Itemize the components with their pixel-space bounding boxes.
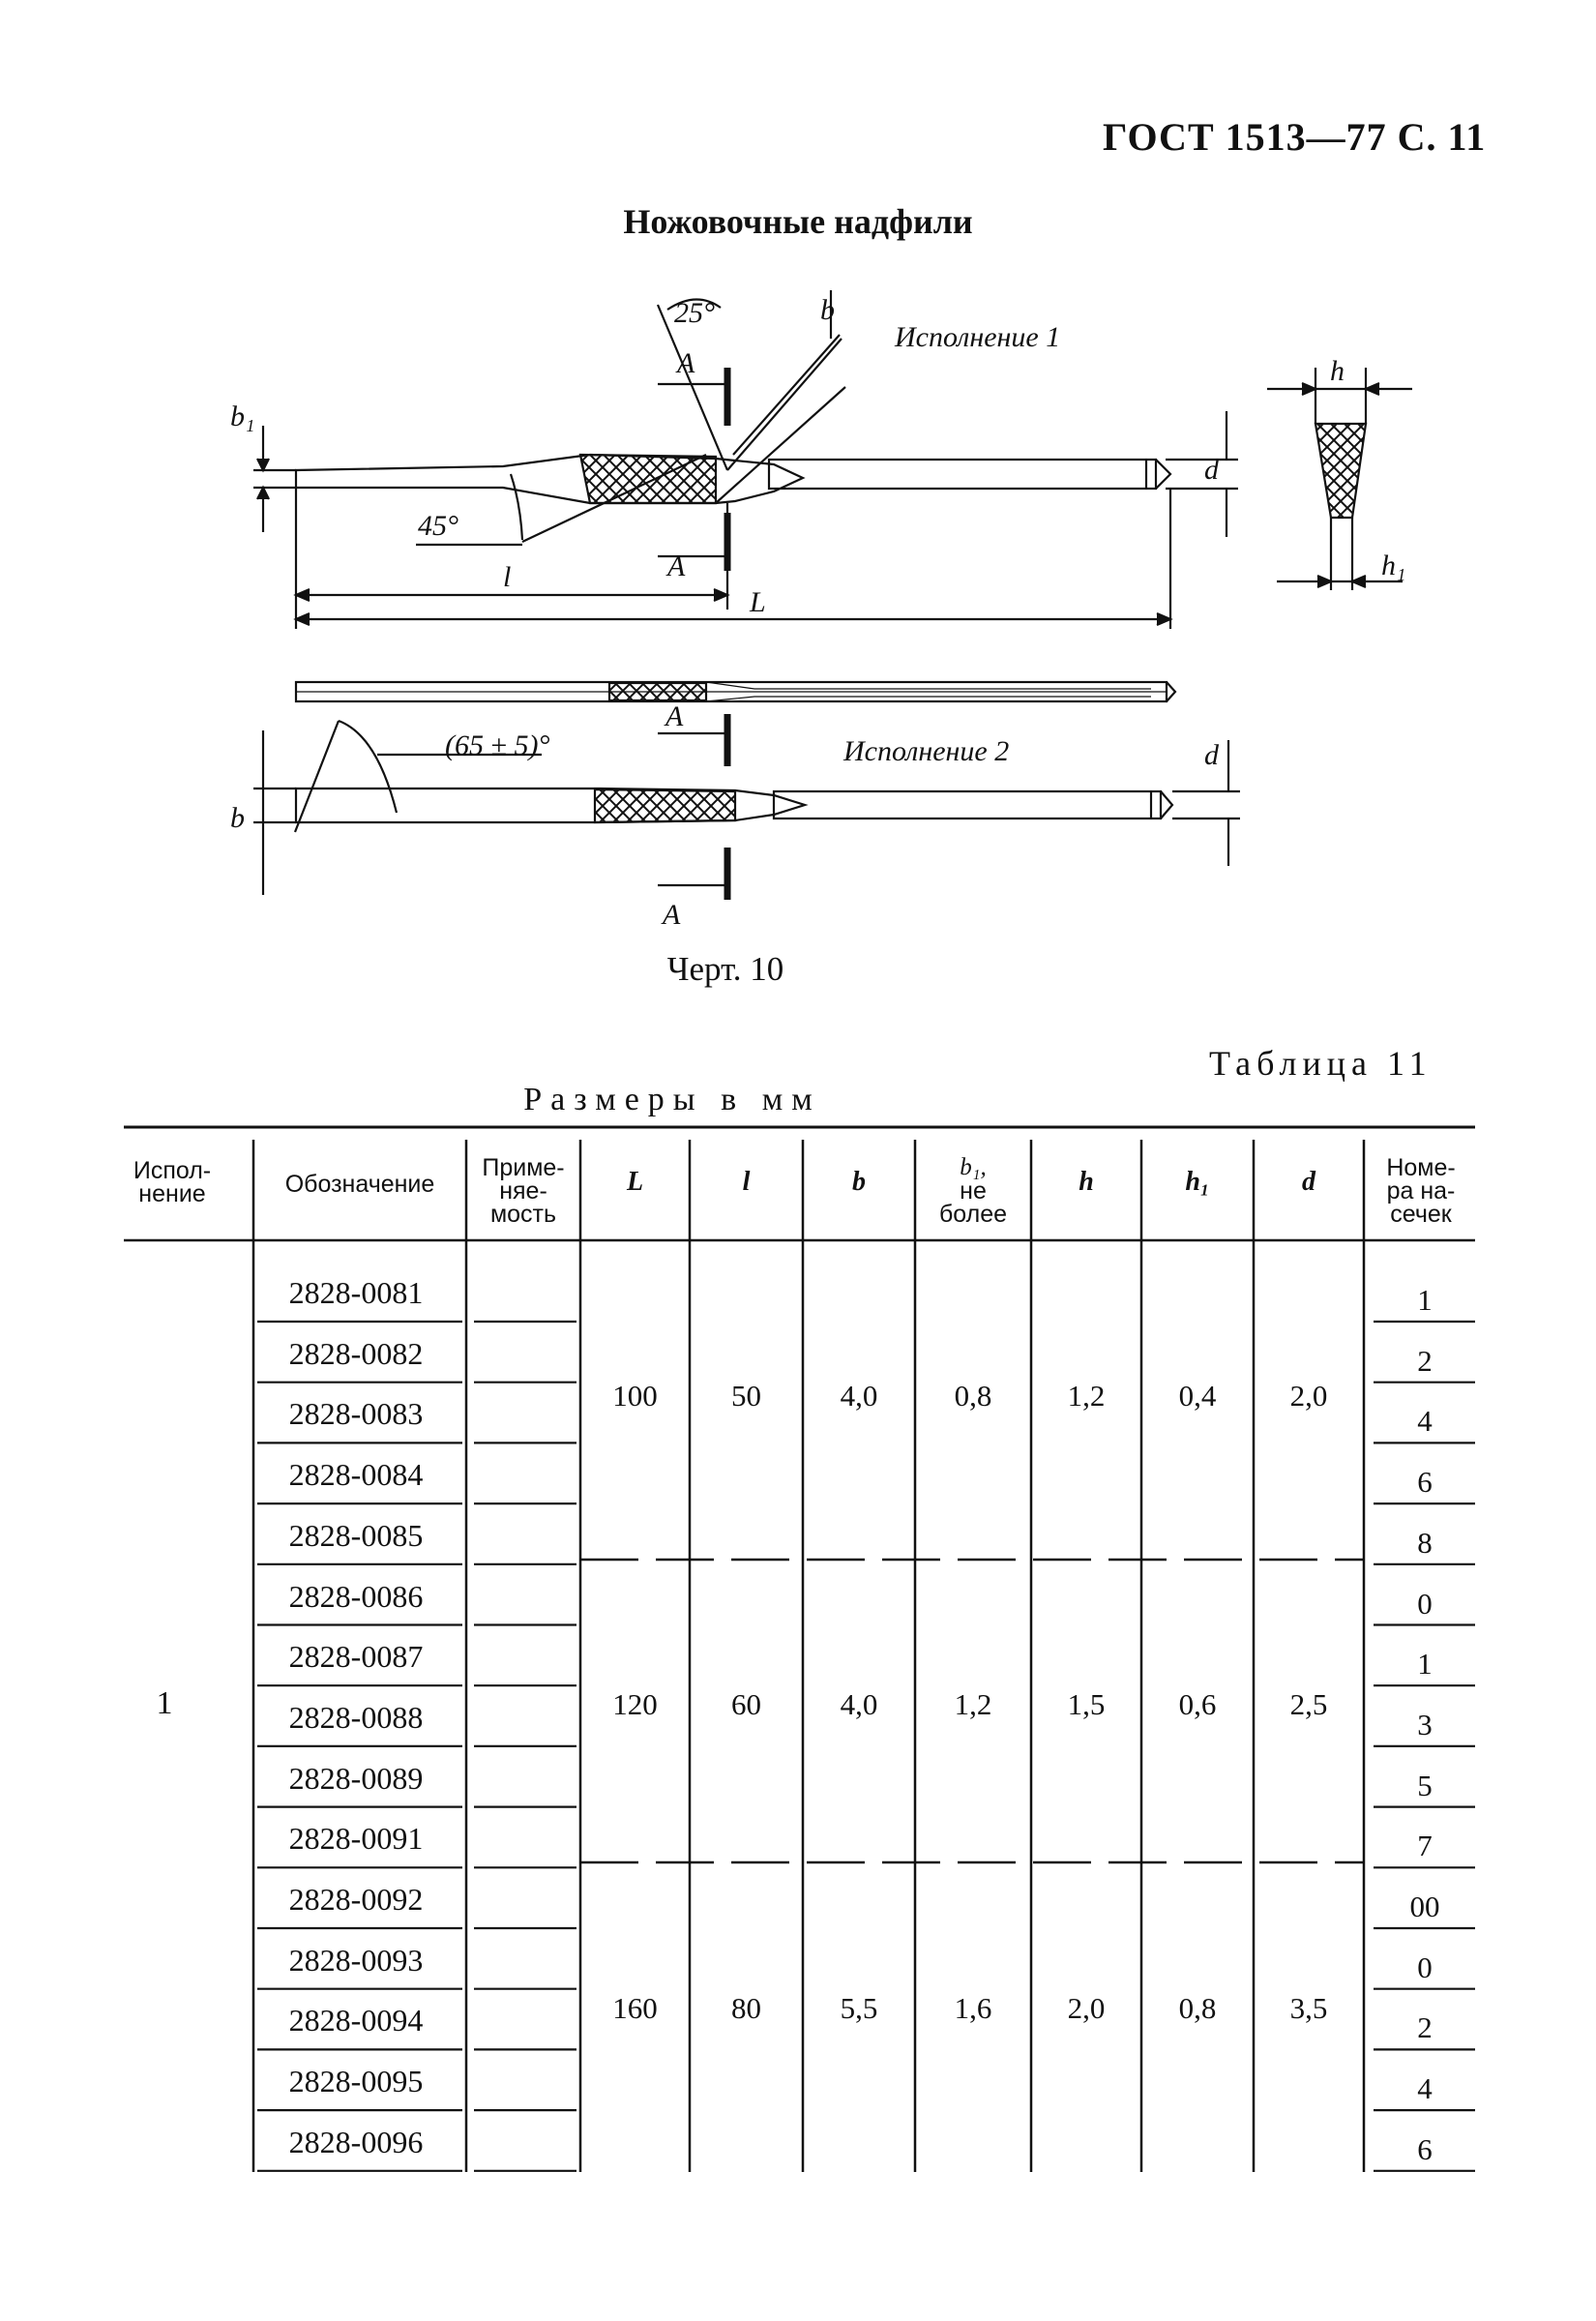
designation-cell: 2828-0095 [288, 2064, 424, 2099]
designation-cell: 2828-0082 [288, 1335, 424, 1371]
header-applicability: Приме- няе- мость [482, 1154, 565, 1228]
designation-cell: 2828-0083 [288, 1396, 424, 1432]
file-body-variant1 [296, 455, 803, 503]
cut-number-cell: 5 [1417, 1768, 1433, 1802]
value-h-group-1: 1,2 [1067, 1379, 1106, 1413]
hatched-cut-area-variant1 [580, 455, 716, 503]
dim-b-label-variant2: b [230, 802, 245, 834]
header-L: L [626, 1167, 644, 1197]
angle-65-label: (65 ± 5)° [445, 729, 550, 761]
angle-25-label: 25° [674, 297, 715, 329]
header-d: d [1302, 1167, 1315, 1197]
designation-cell: 2828-0081 [288, 1275, 424, 1310]
file-handle-variant2 [774, 791, 1161, 818]
cut-number-cell: 6 [1417, 1465, 1433, 1500]
cut-number-cell: 00 [1409, 1890, 1440, 1923]
header-b: b [852, 1167, 866, 1197]
dim-b-label: b [820, 294, 835, 326]
value-h-group-3: 2,0 [1067, 1991, 1106, 2025]
value-h-group-2: 1,5 [1067, 1687, 1106, 1721]
designation-cell: 2828-0086 [288, 1578, 424, 1614]
value-b-group-1: 4,0 [840, 1379, 878, 1413]
designation-cell: 2828-0085 [288, 1517, 424, 1553]
value-d-group-2: 2,5 [1289, 1687, 1328, 1721]
figure-caption: Черт. 10 [666, 950, 784, 988]
designation-cell: 2828-0093 [288, 1942, 424, 1978]
label-variant2: Исполнение 2 [843, 735, 1010, 767]
hatched-cut-area-variant2 [595, 789, 735, 822]
label-variant1: Исполнение 1 [895, 321, 1061, 353]
angle-45-label: 45° [418, 510, 458, 542]
cross-section-A-A [1315, 424, 1366, 518]
technical-drawing [0, 0, 1596, 967]
cut-number-cell: 8 [1417, 1525, 1433, 1560]
execution-value: 1 [156, 1685, 173, 1721]
page-header: ГОСТ 1513—77 С. 11 [1103, 115, 1487, 159]
cut-number-cell: 0 [1417, 1949, 1433, 1984]
dim-L-label: L [750, 586, 766, 618]
value-L-group-2: 120 [612, 1687, 658, 1721]
header-cut-numbers: Номе- ра на- сечек [1386, 1154, 1456, 1228]
section-A-label-2: A [667, 550, 686, 582]
section-A-label-3: A [665, 700, 684, 732]
section-A-label-4: A [663, 899, 681, 931]
designation-cell: 2828-0092 [288, 1882, 424, 1917]
value-l-group-1: 50 [731, 1379, 761, 1413]
dim-d-label: d [1204, 454, 1219, 486]
cut-number-cell: 2 [1417, 1343, 1433, 1378]
header-h1: h₁ [1185, 1167, 1210, 1197]
designation-cell: 2828-0094 [288, 2003, 424, 2038]
value-b1-group-3: 1,6 [954, 1991, 992, 2025]
value-h1-group-3: 0,8 [1178, 1991, 1217, 2025]
cut-number-cell: 1 [1417, 1283, 1433, 1317]
header-h: h [1079, 1167, 1094, 1197]
designation-cell: 2828-0087 [288, 1639, 424, 1675]
dim-d-label-variant2: d [1204, 739, 1219, 771]
cut-number-cell: 3 [1417, 1707, 1433, 1741]
table-label: Таблица 11 [1209, 1044, 1433, 1083]
cut-number-cell: 2 [1417, 2010, 1433, 2045]
section-A-label-1: A [677, 347, 695, 379]
value-d-group-3: 3,5 [1289, 1991, 1328, 2025]
dim-b1-label: b₁ [230, 401, 255, 432]
value-b1-group-1: 0,8 [954, 1379, 992, 1413]
value-b1-group-2: 1,2 [954, 1687, 992, 1721]
header-designation: Обозначение [284, 1171, 435, 1198]
value-h1-group-2: 0,6 [1178, 1687, 1217, 1721]
designation-cell: 2828-0084 [288, 1457, 424, 1493]
designation-cell: 2828-0089 [288, 1760, 424, 1796]
value-L-group-1: 100 [612, 1379, 658, 1413]
file-handle-variant1 [769, 460, 1156, 489]
cut-number-cell: 7 [1417, 1829, 1433, 1863]
value-d-group-1: 2,0 [1289, 1379, 1328, 1413]
value-l-group-3: 80 [731, 1991, 761, 2025]
header-l: l [742, 1167, 751, 1197]
designation-cell: 2828-0091 [288, 1821, 424, 1857]
header-b1: b₁, не более [938, 1154, 1008, 1228]
designation-cell: 2828-0088 [288, 1699, 424, 1735]
value-b-group-3: 5,5 [840, 1991, 878, 2025]
value-l-group-2: 60 [731, 1687, 761, 1721]
cut-number-cell: 4 [1417, 1404, 1433, 1439]
section-title: Ножовочные надфили [623, 202, 973, 241]
dim-l-label: l [503, 561, 512, 593]
cut-number-cell: 6 [1417, 2131, 1433, 2166]
cut-number-cell: 1 [1417, 1647, 1433, 1681]
designation-cell: 2828-0096 [288, 2124, 424, 2159]
units-label: Размеры в мм [523, 1082, 821, 1117]
header-execution: Испол- нение [133, 1157, 212, 1207]
value-L-group-3: 160 [612, 1991, 658, 2025]
value-b-group-2: 4,0 [840, 1687, 878, 1721]
cut-number-cell: 0 [1417, 1586, 1433, 1621]
value-h1-group-1: 0,4 [1178, 1379, 1217, 1413]
dim-h-label: h [1330, 355, 1345, 387]
dim-h1-label: h₁ [1381, 550, 1406, 581]
cut-number-cell: 4 [1417, 2071, 1433, 2106]
